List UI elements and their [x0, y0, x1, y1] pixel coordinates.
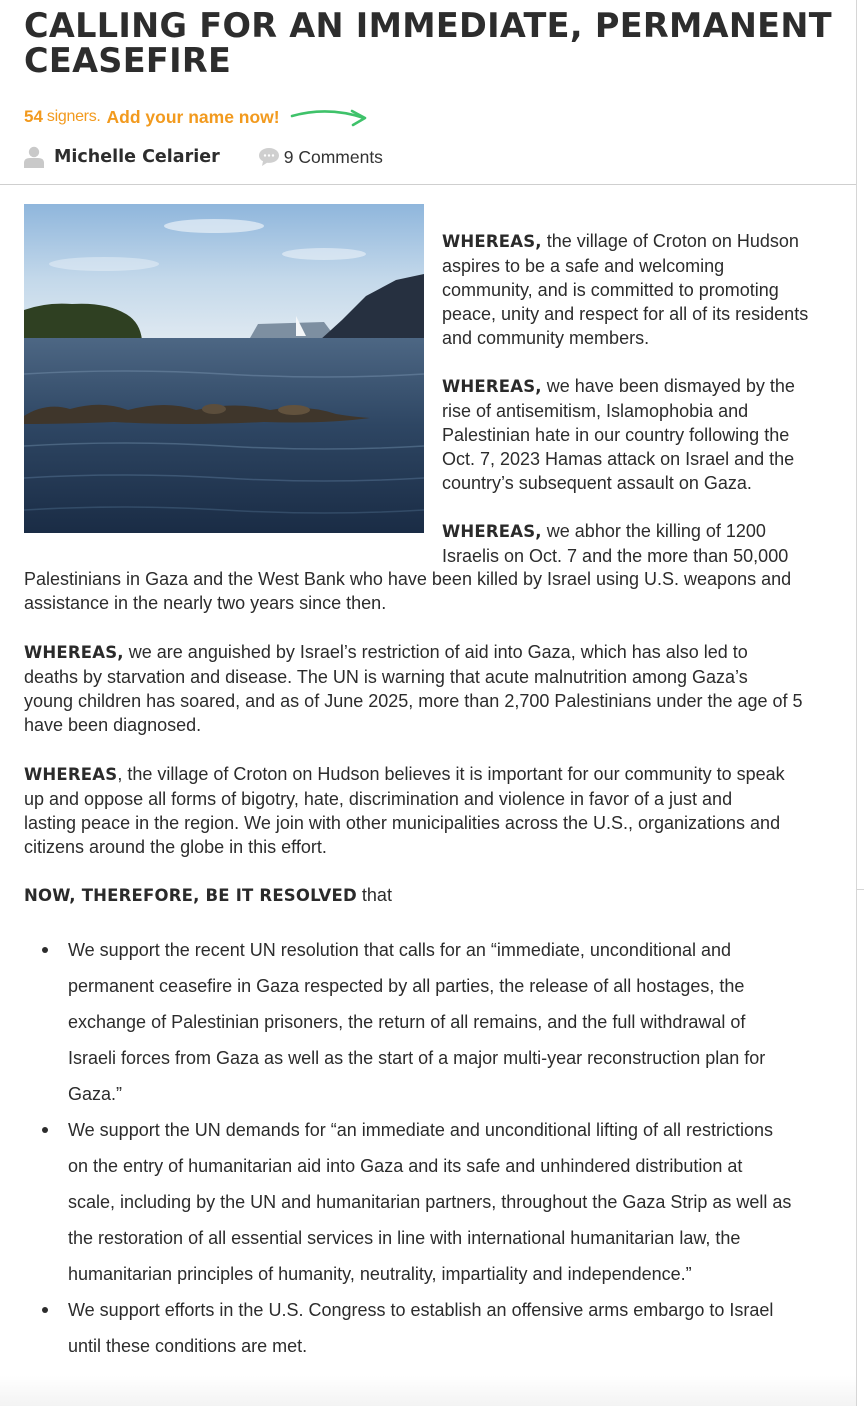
clause-line: assistance in the nearly two years since then.	[24, 593, 387, 613]
clause-line: up and oppose all forms of bigotry, hate, discrimination and violence in favor of a just and	[24, 789, 733, 809]
resolution-line: on the entry of humanitarian aid into Gaza and its safe and unhindered distribution at	[68, 1156, 743, 1176]
clause-line: lasting peace in the region. We join with other municipalities across the U.S., organizations and	[24, 813, 781, 833]
resolution-list	[24, 932, 834, 1364]
resolved-label: NOW, THEREFORE, BE IT RESOLVED	[24, 886, 357, 905]
resolved-tail: that	[361, 885, 392, 905]
resolution-line: We support efforts in the U.S. Congress to establish an offensive arms embargo to Israel	[68, 1300, 774, 1320]
speech-bubble-icon	[258, 147, 280, 167]
person-icon	[24, 146, 44, 168]
whereas-clause-3-continued	[24, 567, 844, 615]
resolution-line: We support the recent UN resolution that calls for an “immediate, unconditional and	[68, 940, 732, 960]
clause-line: the village of Croton on Hudson	[541, 231, 799, 251]
whereas-label: WHEREAS,	[442, 232, 542, 251]
signers-label: signers.	[46, 108, 101, 125]
whereas-clause-2	[442, 374, 842, 495]
clause-line: country’s subsequent assault on Gaza.	[442, 473, 752, 493]
clause-line: deaths by starvation and disease. The UN is warning that acute malnutrition among Gaza’s	[24, 667, 748, 687]
clause-line: rise of antisemitism, Islamophobia and	[442, 401, 749, 421]
clause-line: Israelis on Oct. 7 and the more than 50,000	[442, 546, 789, 566]
clause-line: we are anguished by Israel’s restriction of aid into Gaza, which has also led to	[123, 642, 748, 662]
add-name-link[interactable]: Add your name now!	[106, 106, 280, 127]
comments-count: 9 Comments	[283, 146, 383, 167]
article-meta	[24, 142, 383, 172]
resolution-item	[24, 1112, 834, 1292]
clause-line: Palestinian hate in our country following the	[442, 425, 790, 445]
clause-line: have been diagnosed.	[24, 715, 202, 735]
bottom-fade	[0, 1376, 856, 1406]
resolution-line: We support the UN demands for “an immediate and unconditional lifting of all restrictions	[68, 1120, 774, 1140]
resolution-line: until these conditions are met.	[68, 1336, 308, 1356]
author	[24, 146, 220, 168]
resolution-line: exchange of Palestinian prisoners, the return of all remains, and the full withdrawal of	[68, 1012, 746, 1032]
header-divider	[0, 184, 856, 185]
curved-arrow-icon	[290, 106, 370, 128]
clause-line: citizens around the globe in this effort.	[24, 837, 327, 857]
page-edge-line	[856, 0, 857, 1406]
clause-line: we abhor the killing of 1200	[541, 521, 766, 541]
resolution-item	[24, 932, 834, 1112]
whereas-label: WHEREAS	[24, 765, 118, 784]
whereas-clause-4	[24, 640, 844, 737]
resolution-line: scale, including by the UN and humanitarian partners, throughout the Gaza Strip as well as	[68, 1192, 792, 1212]
clause-line: aspires to be a safe and welcoming	[442, 256, 725, 276]
signers-count: 54	[24, 107, 43, 126]
clause-line: community, and is committed to promoting	[442, 280, 779, 300]
resolution-item	[24, 1292, 834, 1364]
clause-line: peace, unity and respect for all of its residents	[442, 304, 809, 324]
signers-bar	[24, 104, 370, 130]
whereas-label: WHEREAS,	[24, 643, 124, 662]
clause-line: and community members.	[442, 328, 650, 348]
clause-line: young children has soared, and as of June 2025, more than 2,700 Palestinians under the age of 5	[24, 691, 803, 711]
resolution-line: the restoration of all essential services in line with international humanitarian law, the	[68, 1228, 741, 1248]
hudson-river-photo	[24, 204, 424, 533]
whereas-label: WHEREAS,	[442, 377, 542, 396]
clause-line: Palestinians in Gaza and the West Bank who have been killed by Israel using U.S. weapons and	[24, 569, 792, 589]
whereas-label: WHEREAS,	[442, 522, 542, 541]
clause-line: we have been dismayed by the	[541, 376, 795, 396]
resolution-line: humanitarian principles of humanity, neutrality, impartiality and independence.”	[68, 1264, 692, 1284]
comments-link[interactable]	[258, 147, 383, 168]
page-title: CALLING FOR AN IMMEDIATE, PERMANENT CEASEFIRE	[24, 6, 832, 80]
whereas-clause-5	[24, 762, 844, 859]
whereas-clause-1	[442, 229, 842, 350]
whereas-clause-3	[442, 519, 842, 568]
resolved-heading	[24, 883, 844, 908]
page-edge-tick	[857, 889, 864, 890]
resolution-line: permanent ceasefire in Gaza respected by all parties, the release of all hostages, the	[68, 976, 745, 996]
clause-line: , the village of Croton on Hudson believes it is important for our community to speak	[117, 764, 785, 784]
clause-line: Oct. 7, 2023 Hamas attack on Israel and the	[442, 449, 795, 469]
resolution-line: Israeli forces from Gaza as well as the start of a major multi-year reconstruction plan for	[68, 1048, 766, 1068]
author-name[interactable]: Michelle Celarier	[54, 147, 220, 167]
resolution-line: Gaza.”	[68, 1084, 123, 1104]
